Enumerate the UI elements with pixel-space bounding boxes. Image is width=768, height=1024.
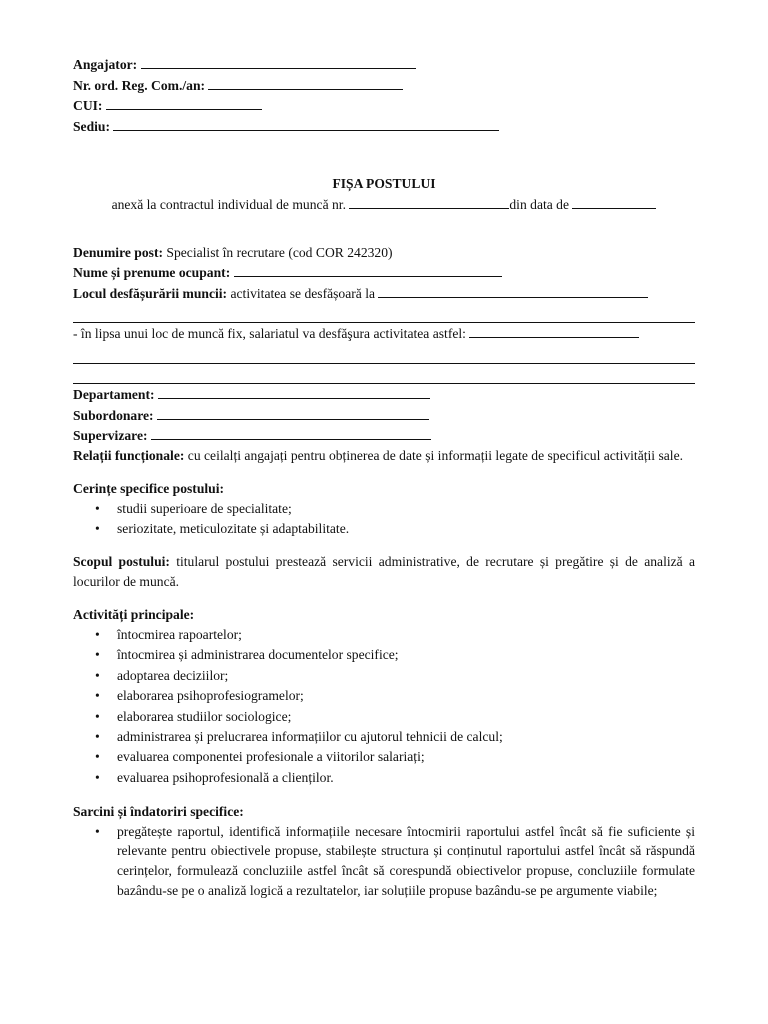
locul-row [73,283,695,304]
contract-date-blank [572,194,656,209]
bullet-icon: • [95,728,100,744]
supervizare-row [73,425,695,446]
cerinte-list [73,499,695,538]
bullet-icon: • [95,749,100,765]
sediu-label: Sediu: [73,118,111,134]
list-item: • studii superioare de specialitate; [73,499,695,519]
subordonare-blank [157,405,429,420]
lipsa-blank-line-2 [73,364,695,384]
locul-blank-line [73,303,695,323]
bullet-icon: • [95,823,100,839]
list-item: • adoptarea deciziilor; [73,666,695,686]
cui-blank [106,95,262,110]
bullet-icon: • [95,708,100,724]
denumire-row [73,243,695,263]
lipsa-blank-line-1 [73,344,695,364]
scop-text: titularul postului prestează servicii administrative, de recrutare și pregătire și de analiză a locurilor de muncă. [73,554,695,589]
cui-row [73,95,695,116]
list-item: • elaborarea psihoprofesiogramelor; [73,686,695,706]
list-item: • întocmirea rapoartelor; [73,625,695,645]
list-item: • administrarea și prelucrarea informațiilor cu ajutorul tehnicii de calcul; [73,727,695,747]
list-item: • întocmirea și administrarea documentelor specifice; [73,645,695,665]
supervizare-label: Supervizare: [73,428,148,444]
subordonare-label: Subordonare: [73,407,154,423]
sarcini-list [73,822,695,900]
angajator-blank [141,54,416,69]
angajator-label: Angajator: [73,57,138,72]
sediu-row [73,116,695,137]
locul-label: Locul desfășurării muncii: [73,285,228,301]
bullet-icon: • [95,500,100,516]
activitati-heading: Activități principale: [73,607,195,623]
list-item: • evaluarea psihoprofesională a clienților. [73,768,695,788]
nume-blank [234,262,502,277]
cui-label: CUI: [73,98,103,114]
nr-ord-label: Nr. ord. Reg. Com./an: [73,77,206,93]
bullet-icon: • [95,667,100,683]
lipsa-row [73,323,695,344]
list-item: • pregătește raportul, identifică informațiile necesare întocmirii raportului astfel încât să fie suficiente și relevante pentru obiectivele propuse, stabilește structura și conținutul raportului astfel încât să răspundă cerințelor, formulează concluziile astfel încât să corespundă obiectivelor propuse, concluziile formulate bazându-se pe o analiză logică a rezultatelor, iar soluțiile propuse bazându-se pe argumente viabile; [95,823,695,898]
angajator-row [73,54,695,75]
denumire-value: Specialist în recrutare (cod COR 242320) [166,244,393,260]
relatii-value: cu ceilalți angajați pentru obținerea de date și informații legate de specificul activității sale. [187,447,684,463]
annex-prefix: anexă la contractul individual de muncă nr. [111,196,346,212]
sediu-blank [113,116,499,131]
relatii-paragraph [73,446,695,466]
bullet-icon: • [95,688,100,704]
departament-row [73,384,695,405]
bullet-icon: • [95,647,100,663]
supervizare-blank [151,425,431,440]
nume-row [73,262,695,283]
relatii-label: Relații funcționale: [73,447,185,463]
locul-blank [378,283,648,298]
annex-line [73,194,695,215]
document-page [73,54,695,900]
list-item: • elaborarea studiilor sociologice; [73,707,695,727]
bullet-icon: • [95,520,100,536]
scop-label: Scopul postului: [73,554,170,570]
scop-paragraph [73,552,695,591]
nr-ord-row [73,75,695,96]
cerinte-heading: Cerințe specifice postului: [73,481,225,497]
bullet-icon: • [95,626,100,642]
nr-ord-blank [208,75,403,90]
denumire-label: Denumire post: [73,244,163,260]
sarcini-heading: Sarcini și îndatoriri specifice: [73,804,244,820]
departament-blank [158,384,430,399]
activitati-list [73,625,695,788]
list-item: • seriozitate, meticulozitate și adaptabilitate. [73,519,695,539]
locul-value: activitatea se desfășoară la [230,285,376,301]
annex-date-label: din data de [509,196,570,212]
bullet-icon: • [95,769,100,785]
document-title: FIȘA POSTULUI [332,176,436,192]
lipsa-blank [469,323,639,338]
list-item: • evaluarea componentei profesionale a viitorilor salariați; [73,747,695,767]
subordonare-row [73,405,695,426]
departament-label: Departament: [73,386,155,402]
nume-label: Nume și prenume ocupant: [73,265,231,281]
lipsa-text: - în lipsa unui loc de muncă fix, salariatul va desfăşura activitatea astfel: [73,326,466,342]
contract-number-blank [349,194,509,209]
